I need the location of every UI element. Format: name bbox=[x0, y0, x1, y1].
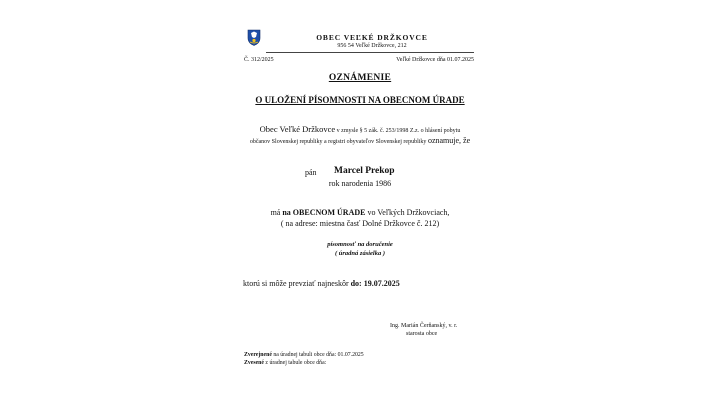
deposit-suffix: vo Veľkých Držkovciach, bbox=[365, 208, 450, 217]
intro-line-2 bbox=[0, 136, 720, 145]
intro-legal-ref-2: občanov Slovenskej republiky a registri obyvateľov Slovenskej republiky bbox=[249, 139, 428, 145]
pickup-date: do: 19.07.2025 bbox=[350, 279, 400, 288]
signatory-name: Ing. Marián Čerňanský, v. r. bbox=[390, 323, 458, 329]
document-type: písomnosť na doručenie bbox=[327, 241, 393, 248]
reference-number: Č. 312/2025 bbox=[244, 57, 274, 63]
recipient-name: Marcel Prekop bbox=[334, 166, 395, 176]
pickup-prefix: ktorú si môže prevziať najneskôr bbox=[243, 279, 351, 288]
document-subtitle: O ULOŽENÍ PÍSOMNOSTI NA OBECNOM ÚRADE bbox=[255, 95, 465, 105]
deposit-prefix: má bbox=[270, 208, 283, 217]
deposit-office: na OBECNOM ÚRADE bbox=[282, 208, 366, 217]
removed-text: z úradnej tabule obce dňa: bbox=[263, 360, 327, 366]
intro-municipality: Obec Veľké Držkovce bbox=[259, 124, 336, 134]
document-title: OZNÁMENIE bbox=[328, 73, 392, 83]
removed-label: Zvesené bbox=[244, 360, 264, 366]
intro-legal-ref: v zmysle § 5 zák. č. 253/1998 Z.z. o hlásení pobytu bbox=[335, 128, 461, 134]
pickup-deadline bbox=[243, 279, 400, 288]
municipality-address: 956 54 Veľké Držkovce, 212 bbox=[337, 43, 407, 49]
signatory-role: starosta obce bbox=[406, 331, 438, 337]
document-kind: ( úradná zásielka ) bbox=[334, 250, 386, 257]
removed-line bbox=[244, 360, 326, 366]
intro-announces: oznamuje, že bbox=[427, 136, 471, 145]
published-text: na úradnej tabuli obce dňa: 01.07.2025 bbox=[271, 352, 364, 358]
published-line bbox=[244, 352, 364, 358]
recipient-salutation: pán bbox=[305, 168, 317, 177]
deposit-line bbox=[0, 208, 720, 217]
intro-line-1 bbox=[0, 124, 720, 134]
published-label: Zverejnené bbox=[244, 352, 272, 358]
municipality-title: OBEC VEĽKÉ DRŽKOVCE bbox=[316, 33, 428, 42]
place-and-date: Veľké Držkovce dňa 01.07.2025 bbox=[396, 57, 474, 63]
recipient-birth-year: rok narodenia 1986 bbox=[328, 179, 392, 188]
header-divider bbox=[266, 52, 474, 53]
deposit-address: ( na adrese: miestna časť Dolné Držkovce č. 212) bbox=[280, 219, 440, 228]
